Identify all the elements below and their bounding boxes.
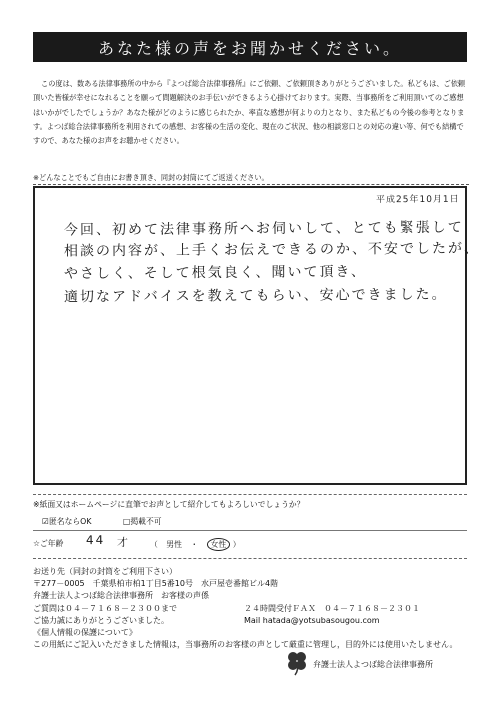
clover-logo-icon — [283, 648, 311, 676]
mail-address: Mail hatada@yotsubasougou.com — [244, 616, 380, 626]
gender-female-circled[interactable]: 女性 — [207, 538, 231, 551]
handwritten-date: 平成25年10月1日 — [376, 194, 461, 206]
page-title: あなた様の声をお聞かせください。 — [97, 38, 402, 58]
options-divider — [33, 530, 467, 531]
contact-phone: ご質問は０４－７１６８－２３００まで — [33, 603, 177, 613]
age-value: 44 — [85, 532, 106, 548]
contact-thanks: ご協力誠にありがとうございました。 — [33, 615, 169, 625]
handwritten-line-2: 相談の内容が、上手くお伝えできるのか、不安でしたが、 — [63, 240, 481, 260]
choice-no-publish[interactable]: □掲載不可 — [123, 517, 162, 526]
gender-close-paren: ） — [232, 540, 241, 549]
contact-address: 〒277－0005 千葉県柏市柏1丁目5番10号 水戸屋壱番館ビル4階 — [33, 579, 279, 589]
choice-anonymous-ok[interactable]: ☑匿名ならOK — [42, 517, 92, 526]
contact-recipient: 弁護士法人よつば総合法律事務所 お客様の声係 — [33, 591, 209, 601]
age-unit: 才 — [116, 535, 131, 550]
age-label: ☆ご年齢 — [33, 539, 64, 548]
privacy-heading: 《個人情報の保護について》 — [33, 628, 137, 638]
contact-line: お送り先（同封の封筒をご利用下さい） — [33, 567, 177, 576]
form-instruction: ※どんなことでもご自由にお書き頂き、同封の封筒にてご返送ください。 — [33, 173, 269, 182]
publish-question: ※紙面又はホームページに直筆でお声として紹介してもよろしいでしょうか？ — [33, 500, 305, 509]
gender-male[interactable]: 男性 — [166, 540, 182, 549]
dashed-divider — [33, 184, 469, 185]
gender-open-paren: （ — [150, 540, 158, 549]
handwritten-line-3: やさしく、そして根気良く、聞いて頂き、 — [63, 263, 367, 283]
gender-row[interactable] — [150, 538, 241, 551]
fax-mail-block — [244, 603, 420, 627]
handwritten-line-1: 今回、初めて法律事務所へお伺いして、とても緊張して — [63, 219, 464, 239]
privacy-note: この用紙にご記入いただきました情報は，当事務所のお客様の声として厳重に管理し，目的外には使用いたしません。 — [33, 640, 458, 650]
title-bar — [33, 32, 467, 62]
footer-org-name: 弁護士法人よつば総合法律事務所 — [313, 660, 433, 669]
handwritten-line-4: 適切なアドバイスを教えてもらい、安心できました。 — [63, 286, 448, 306]
gender-separator: ・ — [190, 540, 199, 549]
fax-number: ２４時間受付ＦＡＸ ０４－７１６８－２３０１ — [244, 604, 420, 613]
intro-paragraph: この度は、数ある法律事務所の中から『よつば総合法律事務所』にご依頼、ご依頼頂きありがとうございました。私どもは、ご依頼頂いた皆様が幸せになれることを願って問題解決のお手伝いができるよう心掛けております。実際、当事務所をご利用頂いてのご感想はいかがでしたでしょうか？あなた様がどのように感じられたか、率直な感想が何よりの力となり、また私どもの今後の参考となります。よつば総合法律事務所を利用されての感想、お客様の生活の変化、現在のご状況、他の相談窓口との対応の違い等、何でも結構ですので、あなた様のお声をお聴かせください。 — [33, 79, 466, 146]
